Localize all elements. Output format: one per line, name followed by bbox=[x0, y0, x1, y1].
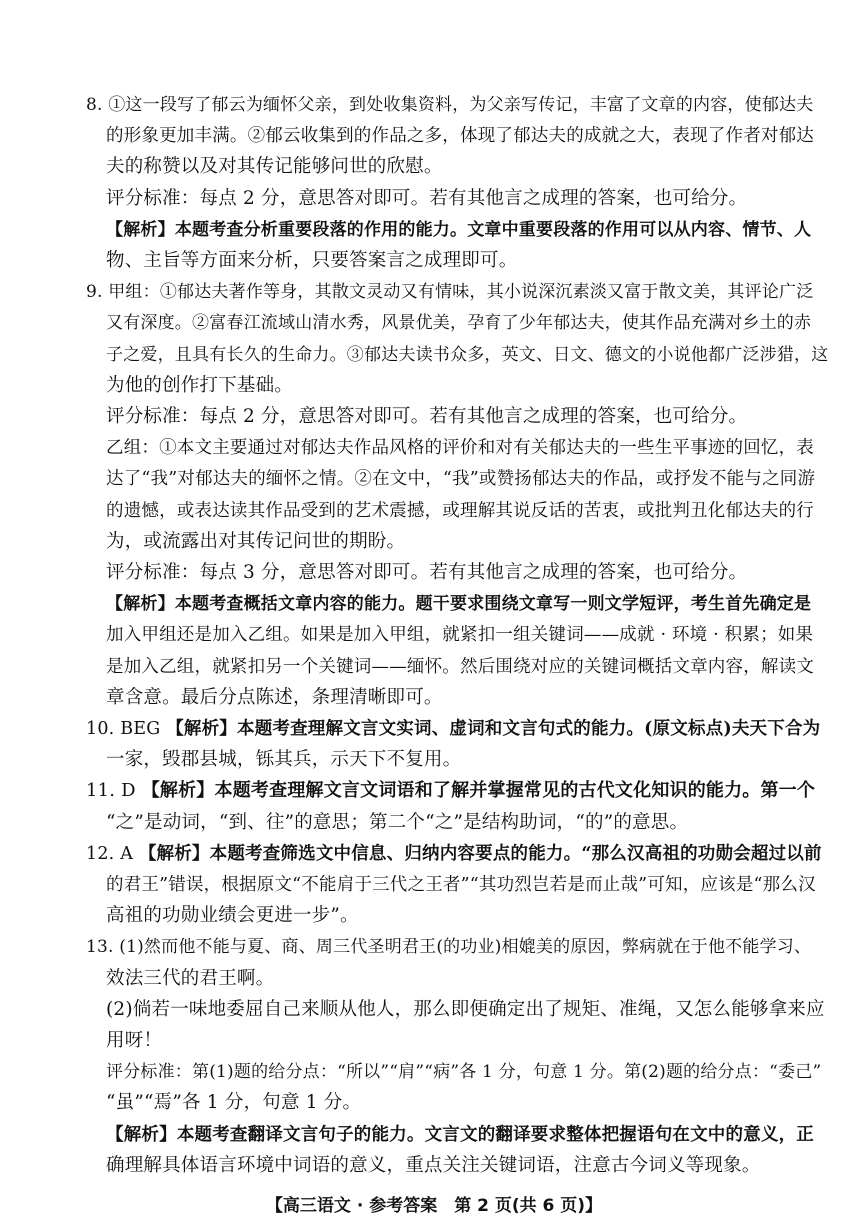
q11-line-2: “之”是动词，“到、往”的意思；第二个“之”是结构助词，“的”的意思。 bbox=[106, 811, 689, 833]
q9-group-b-line-2: 达了“我”对郁达夫的缅怀之情。②在文中，“我”或赞扬郁达夫的作品，或抒发不能与之同游 bbox=[106, 469, 816, 490]
q13-analysis-line-2: 确理解具体语言环境中词语的意义，重点关注关键词语，注意古今词义等现象。 bbox=[106, 1154, 761, 1176]
q9-analysis-line-4: 章含意。最后分点陈述，条理清晰即可。 bbox=[106, 686, 443, 708]
analysis-tag: 【解析】 bbox=[141, 780, 215, 802]
q8-analysis-text-1: 本题考查分析重要段落的作用的能力。文章中重要段落的作用可以从内容、情节、人 bbox=[174, 219, 812, 240]
q10-answer: 10. BEG bbox=[86, 719, 161, 739]
q11-line-1 bbox=[86, 779, 815, 803]
q9-line-2: 又有深度。②富春江流域山清水秀，风景优美，孕育了少年郁达夫，使其作品充满对乡土的赤 bbox=[106, 313, 812, 334]
q10-line-2: 一家，毁郡县城，铄其兵，示天下不复用。 bbox=[106, 749, 462, 771]
q13-line-2: 效法三代的君王啊。 bbox=[106, 967, 275, 989]
analysis-tag: 【解析】 bbox=[106, 1124, 177, 1145]
q8-analysis bbox=[106, 218, 811, 242]
analysis-tag: 【解析】 bbox=[166, 719, 237, 739]
q9-analysis-text-1: 本题考查概括文章内容的能力。题干要求围绕文章写一则文学短评，考生首先确定是 bbox=[174, 594, 812, 615]
q13-analysis bbox=[106, 1123, 814, 1147]
q12-line-3: 高祖的功勋业绩会更进一步”。 bbox=[106, 905, 359, 927]
q9-line-4: 为他的创作打下基础。 bbox=[106, 374, 294, 396]
q8-line-1: 8. ①这一段写了郁云为缅怀父亲，到处收集资料，为父亲写传记，丰富了文章的内容，使郁达夫 bbox=[86, 95, 814, 115]
q9-group-b-line-1: 乙组：①本文主要通过对郁达夫作品风格的评价和对有关郁达夫的一些生平事迹的回忆，表 bbox=[106, 438, 814, 459]
q10-line-1 bbox=[86, 717, 820, 741]
q9-group-b-line-3: 的遗憾，或表达读其作品受到的艺术震撼，或理解其说反话的苦衷，或批判丑化郁达夫的行 bbox=[106, 500, 814, 521]
q12-line-1 bbox=[86, 842, 822, 866]
q9-score-criteria-2: 评分标准：每点 3 分，意思答对即可。若有其他言之成理的答案，也可给分。 bbox=[106, 562, 748, 583]
q12-answer: 12. A bbox=[86, 843, 134, 864]
q13-score-criteria-1: 评分标准：第(1)题的给分点：“所以”“肩”“病”各 1 分，句意 1 分。第(2)题的给分点：“委己” bbox=[106, 1062, 822, 1083]
q12-line-2: 的君王”错误，根据原文“不能肩于三代之王者”“其功烈岂若是而止哉”可知，应该是“那么汉 bbox=[106, 875, 816, 895]
analysis-tag: 【解析】 bbox=[138, 843, 210, 864]
q9-score-criteria-1: 评分标准：每点 2 分，意思答对即可。若有其他言之成理的答案，也可给分。 bbox=[106, 406, 748, 427]
q13-score-criteria-2: “虽”“焉”各 1 分，句意 1 分。 bbox=[106, 1092, 362, 1114]
q12-analysis-text: 本题考查筛选文中信息、归纳内容要点的能力。“那么汉高祖的功勋会超过以前 bbox=[209, 843, 822, 864]
q8-line-2: 的形象更加丰满。②郁云收集到的作品之多，体现了郁达夫的成就之大，表现了作者对郁达 bbox=[106, 126, 814, 147]
analysis-tag: 【解析】 bbox=[106, 594, 175, 615]
q13-analysis-text-1: 本题考查翻译文言句子的能力。文言文的翻译要求整体把握语句在文中的意义，正 bbox=[176, 1124, 815, 1145]
q9-analysis-line-2: 加入甲组还是加入乙组。如果是加入甲组，就紧扣一组关键词——成就 · 环境 · 积累；如果 bbox=[106, 625, 814, 646]
q13-line-4: 用呀！ bbox=[106, 1030, 163, 1051]
q13-line-1: 13. (1)然而他不能与夏、商、周三代圣明君王(的功业)相媲美的原因，弊病就在于他不能学习、 bbox=[86, 937, 812, 958]
q9-group-b-line-4: 为，或流露出对其传记问世的期盼。 bbox=[106, 530, 406, 552]
q13-line-3: (2)倘若一味地委屈自己来顺从他人，那么即便确定出了规矩、准绳，又怎么能够拿来应 bbox=[106, 998, 825, 1020]
q9-analysis-line-3: 是加入乙组，就紧扣另一个关键词——缅怀。然后围绕对应的关键词概括文章内容，解读文 bbox=[106, 656, 814, 677]
q8-line-3: 夫的称赞以及对其传记能够问世的欣慰。 bbox=[106, 156, 443, 178]
q8-analysis-line-2: 物、主旨等方面来分析，只要答案言之成理即可。 bbox=[106, 250, 518, 271]
q11-analysis-text: 本题考查理解文言文词语和了解并掌握常见的古代文化知识的能力。第一个 bbox=[214, 780, 816, 802]
q8-score-criteria: 评分标准：每点 2 分，意思答对即可。若有其他言之成理的答案，也可给分。 bbox=[106, 187, 748, 209]
analysis-tag: 【解析】 bbox=[106, 219, 175, 240]
q11-answer: 11. D bbox=[86, 780, 136, 802]
q9-line-1: 9. 甲组：①郁达夫著作等身，其散文灵动又有情味，其小说深沉素淡又富于散文美，其评论广泛 bbox=[86, 282, 814, 303]
q9-analysis bbox=[106, 592, 811, 616]
q9-line-3: 子之爱，且具有长久的生命力。③郁达夫读书众多，英文、日文、德文的小说他都广泛涉猎，这 bbox=[106, 344, 829, 365]
page-footer: 【高三语文 · 参考答案 第 2 页(共 6 页)】 bbox=[265, 1196, 603, 1216]
q10-analysis-text: 本题考查理解文言文实词、虚词和文言句式的能力。(原文标点)夫天下合为 bbox=[237, 719, 821, 739]
